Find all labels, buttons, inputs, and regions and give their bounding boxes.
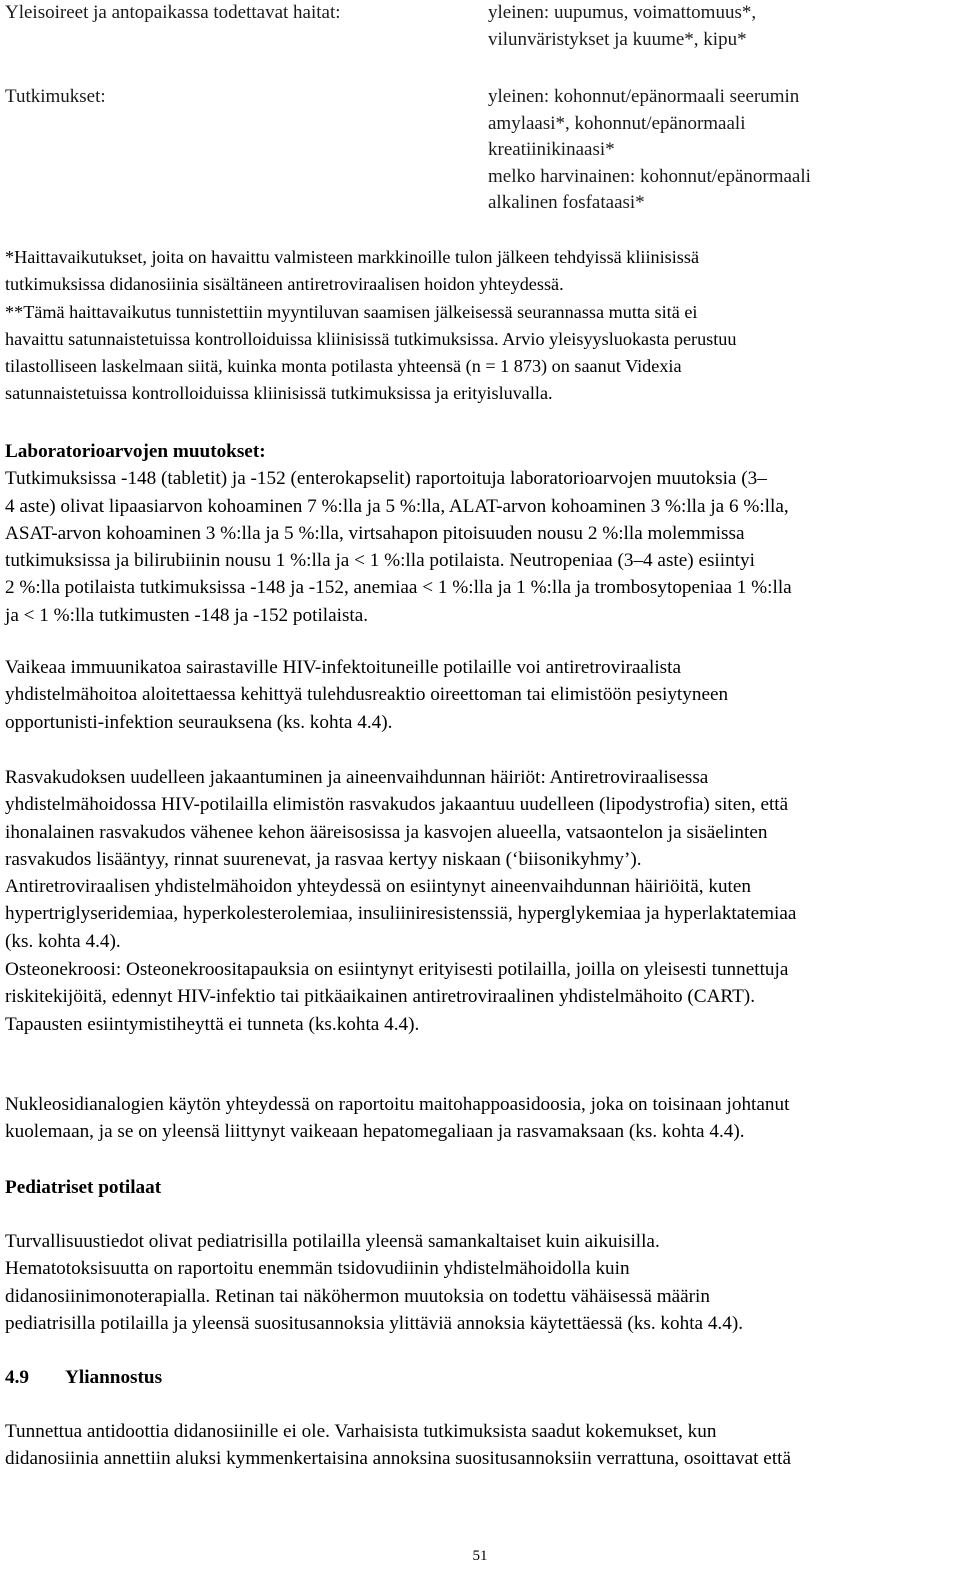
paragraph-line: Tunnettua antidoottia didanosiinille ei ole. Varhaisista tutkimuksista saadut kokemukset, kun — [5, 1421, 717, 1442]
paragraph-line: (ks. kohta 4.4). — [5, 930, 121, 952]
row-values — [488, 0, 948, 53]
paragraph-line: didanosiinia annettiin aluksi kymmenkertaisina annoksina suositusannoksiin verrattuna, osoittavat että — [5, 1448, 791, 1470]
osteonecrosis-paragraph — [5, 956, 957, 1038]
paragraph-line: Hematotoksisuutta on raportoitu enemmän tsidovudiinin yhdistelmähoidolla kuin — [5, 1258, 630, 1280]
paragraph-line: ja < 1 %:lla tutkimusten -148 ja -152 potilaista. — [5, 604, 369, 626]
row-value-line: melko harvinainen: kohonnut/epänormaali — [488, 165, 811, 187]
paragraph-line: Antiretroviraalisen yhdistelmähoidon yhteydessä on esiintynyt aineenvaihdunnan häiriöitä, kuten — [5, 876, 751, 898]
paragraph-line: didanosiinimonoterapialla. Retinan tai näköhermon muutoksia on todettu vähäisessä määrin — [5, 1285, 710, 1307]
section-title: Yliannostus — [65, 1367, 163, 1388]
lab-changes-section — [5, 438, 957, 629]
pediatric-paragraph — [5, 1228, 957, 1337]
paragraph-line: Vaikeaa immuunikatoa sairastaville HIV-infektoituneille potilaille voi antiretroviraalista — [5, 657, 681, 678]
paragraph-line: yhdistelmähoitoa aloitettaessa kehittyä tulehdusreaktio oireettoman tai elimistöön pesiytyneen — [5, 684, 729, 706]
page-number: 51 — [472, 1548, 488, 1564]
paragraph-line: Tapausten esiintymistiheyttä ei tunneta (ks.kohta 4.4). — [5, 1013, 420, 1035]
footnote-line: havaittu satunnaistetuissa kontrolloiduissa kliinisissä tutkimuksissa. Arvio yleisyysluokasta perustuu — [5, 328, 737, 349]
footnote-line: *Haittavaikutukset, joita on havaittu valmisteen markkinoille tulon jälkeen tehdyissä kliinisissä — [5, 247, 700, 267]
footnote-line: tutkimuksissa didanosiinia sisältäneen antiretroviraalisen hoidon yhteydessä. — [5, 274, 564, 295]
paragraph-line: yhdistelmähoidossa HIV-potilailla elimistön rasvakudos jakaantuu uudelleen (lipodystrofia) siten, että — [5, 794, 789, 816]
section-number: 4.9 — [5, 1367, 29, 1388]
row-value-line: kreatiinikinaasi* — [488, 139, 615, 160]
row-value-line: alkalinen fosfataasi* — [488, 192, 645, 213]
lipodystrophy-paragraph — [5, 764, 957, 955]
lab-changes-heading: Laboratorioarvojen muutokset: — [5, 441, 266, 462]
pediatric-heading-block — [5, 1174, 957, 1201]
paragraph-line: pediatrisilla potilailla ja yleensä suositusannoksia ylittäviä annoksia käytettäessä (ks. kohta 4.4). — [5, 1312, 744, 1334]
paragraph-line: Osteonekroosi: Osteonekroositapauksia on esiintynyt erityisesti potilailla, joilla on yleisesti tunnettuja — [5, 959, 789, 980]
immune-reconstitution-paragraph — [5, 654, 957, 736]
footnote-line: satunnaistetuissa kontrolloiduissa kliinisissä tutkimuksissa ja erityisluvalla. — [5, 383, 553, 404]
paragraph-line: rasvakudos lisääntyy, rinnat suurenevat, ja rasvaa kertyy niskaan (‘biisonikyhmy’). — [5, 848, 642, 870]
row-value-line: yleinen: kohonnut/epänormaali seerumin — [488, 86, 800, 107]
paragraph-line: kuolemaan, ja se on yleensä liittynyt vaikeaan hepatomegaliaan ja rasvamaksaan (ks. kohta 4.4). — [5, 1121, 745, 1143]
lactic-acidosis-paragraph — [5, 1091, 957, 1146]
row-value-line: yleinen: uupumus, voimattomuus*, — [488, 2, 757, 23]
row-value-line: amylaasi*, kohonnut/epänormaali — [488, 112, 746, 134]
row-value-line: vilunväristykset ja kuume*, kipu* — [488, 28, 747, 50]
row-label: Tutkimukset: — [5, 86, 106, 107]
paragraph-line: Rasvakudoksen uudelleen jakaantuminen ja aineenvaihdunnan häiriöt: Antiretroviraalisessa — [5, 767, 709, 788]
paragraph-line: ASAT-arvon kohoaminen 3 %:lla ja 5 %:lla, virtsahapon pitoisuuden nousu 2 %:lla molemmissa — [5, 522, 745, 544]
paragraph-line: riskitekijöitä, edennyt HIV-infektio tai pitkäaikainen antiretroviraalinen yhdistelmähoito (CART). — [5, 986, 755, 1008]
row-label: Yleisoireet ja antopaikassa todettavat haitat: — [5, 2, 341, 23]
paragraph-line: Tutkimuksissa -148 (tabletit) ja -152 (enterokapselit) raportoituja laboratorioarvojen muutoksia (3– — [5, 468, 767, 490]
paragraph-line: opportunisti-infektion seurauksena (ks. kohta 4.4). — [5, 711, 393, 733]
section-4-9-heading — [5, 1364, 162, 1391]
paragraph-line: Nukleosidianalogien käytön yhteydessä on raportoitu maitohappoasidoosia, joka on toisinaan johtanut — [5, 1094, 790, 1115]
pediatric-heading: Pediatriset potilaat — [5, 1177, 162, 1198]
overdose-paragraph — [5, 1418, 957, 1473]
footnote-line: tilastolliseen laskelmaan siitä, kuinka monta potilasta yhteensä (n = 1 873) on saanut Videxia — [5, 356, 682, 377]
row-values — [488, 84, 948, 217]
paragraph-line: tutkimuksissa ja bilirubiinin nousu 1 %:lla ja < 1 %:lla potilaista. Neutropeniaa (3–4 aste) esiintyi — [5, 550, 755, 572]
footnote-line: **Tämä haittavaikutus tunnistettiin myyntiluvan saamisen jälkeisessä seurannassa mutta sitä ei — [5, 301, 698, 322]
paragraph-line: ihonalainen rasvakudos vähenee kehon ääreisosissa ja kasvojen alueella, vatsaontelon ja sisäelinten — [5, 821, 768, 843]
paragraph-line: hypertriglyseridemiaa, hyperkolesterolemiaa, insuliiniresistenssiä, hyperglykemiaa ja hyperlaktatemiaa — [5, 903, 797, 925]
paragraph-line: Turvallisuustiedot olivat pediatrisilla potilailla yleensä samankaltaiset kuin aikuisilla. — [5, 1231, 660, 1252]
table-footnotes — [5, 244, 957, 408]
paragraph-line: 2 %:lla potilaista tutkimuksissa -148 ja -152, anemiaa < 1 %:lla ja 1 %:lla ja trombosytopeniaa 1 %:lla — [5, 577, 792, 599]
paragraph-line: 4 aste) olivat lipaasiarvon kohoaminen 7 %:lla ja 5 %:lla, ALAT-arvon kohoaminen 3 %:lla ja 6 %:lla, — [5, 495, 789, 517]
